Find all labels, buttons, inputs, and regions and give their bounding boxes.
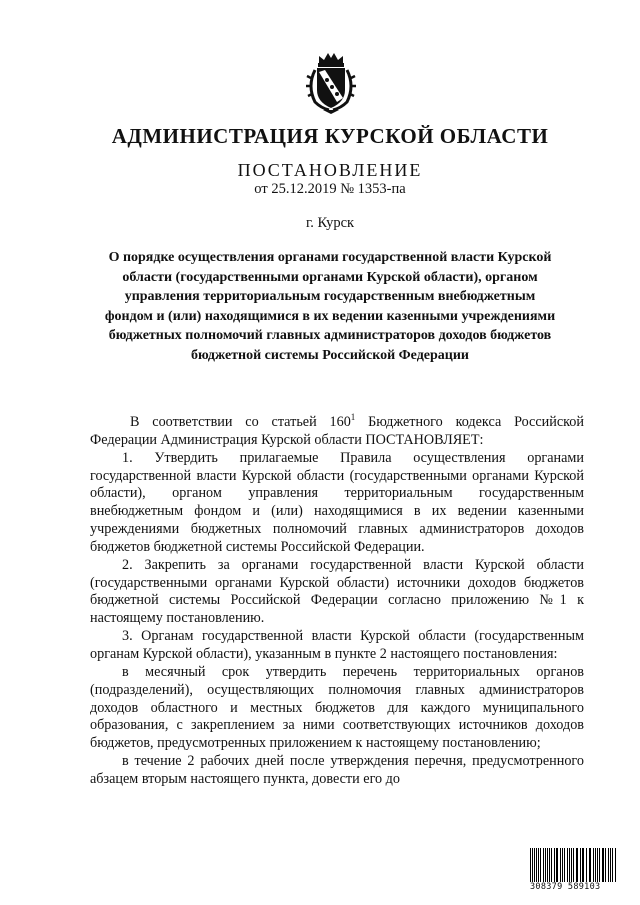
title-line: бюджетных полномочий главных администраторов доходов бюджетов [108,328,552,344]
document-title [90,248,570,366]
barcode [530,848,616,894]
intro-text: В соответствии со статьей 160 [130,414,351,430]
title-line: О порядке осуществления органами государственной власти Курской [108,250,552,265]
barcode-bars [530,848,616,882]
title-line: области (государственными органами Курской области), органом [122,269,538,285]
paragraph-3-subitem-2: в течение 2 рабочих дней после утверждения перечня, предусмотренного абзацем вторым настоящего пункта, довести его до [90,753,584,787]
paragraph-3: 3. Органам государственной власти Курской области (государственным органам Курской области), указанным в пункте 2 настоящего постановления: [90,628,584,662]
intro-paragraph [90,409,584,450]
organization-heading: АДМИНИСТРАЦИЯ КУРСКОЙ ОБЛАСТИ [111,124,549,148]
title-line: управления территориальным государственным внебюджетным [124,289,536,305]
title-line: фондом и (или) находящимися в их ведении казенными учреждениями [104,308,556,324]
paragraph-1: 1. Утвердить прилагаемые Правила осуществления органами государственной власти Курской области (государственными органами Курской области), органом управления территориальным государственным внебюджетным фондом и (или) находящимися в их ведении казенными учреждениями бюджетных полномочий главных администраторов доходов бюджетов бюджетной системы Российской Федерации. [90,449,584,555]
document-body [90,409,584,789]
paragraph-3-subitem-1: в месячный срок утвердить перечень территориальных органов (подразделений), осуществляющих полномочия главных администраторов доходов областного и местных бюджетов для каждого муниципального образования, с закреплением за ними соответствующих источников доходов бюджетов, предусмотренных приложением к настоящему постановлению; [90,663,584,752]
paragraph-2: 2. Закрепить за органами государственной власти Курской области (государственными органами Курской области) источники доходов бюджетов бюджетной системы Российской Федерации согласно приложению №1 к настоящему постановлению. [90,556,584,627]
title-line: бюджетной системы Российской Федерации [191,347,469,363]
document-city: г. Курск [305,215,355,231]
article-superscript: 1 [350,412,356,422]
document-date-number: от 25.12.2019 № 1353-па [254,181,406,197]
coat-of-arms-icon [303,50,359,114]
barcode-digits: 308379 589103 [530,882,601,892]
intro-text-rest: Бюджетного кодекса Российской Федерации Администрация Курской области ПОСТАНОВЛЯЕТ: [90,414,584,448]
document-type: ПОСТАНОВЛЕНИЕ [237,160,423,180]
